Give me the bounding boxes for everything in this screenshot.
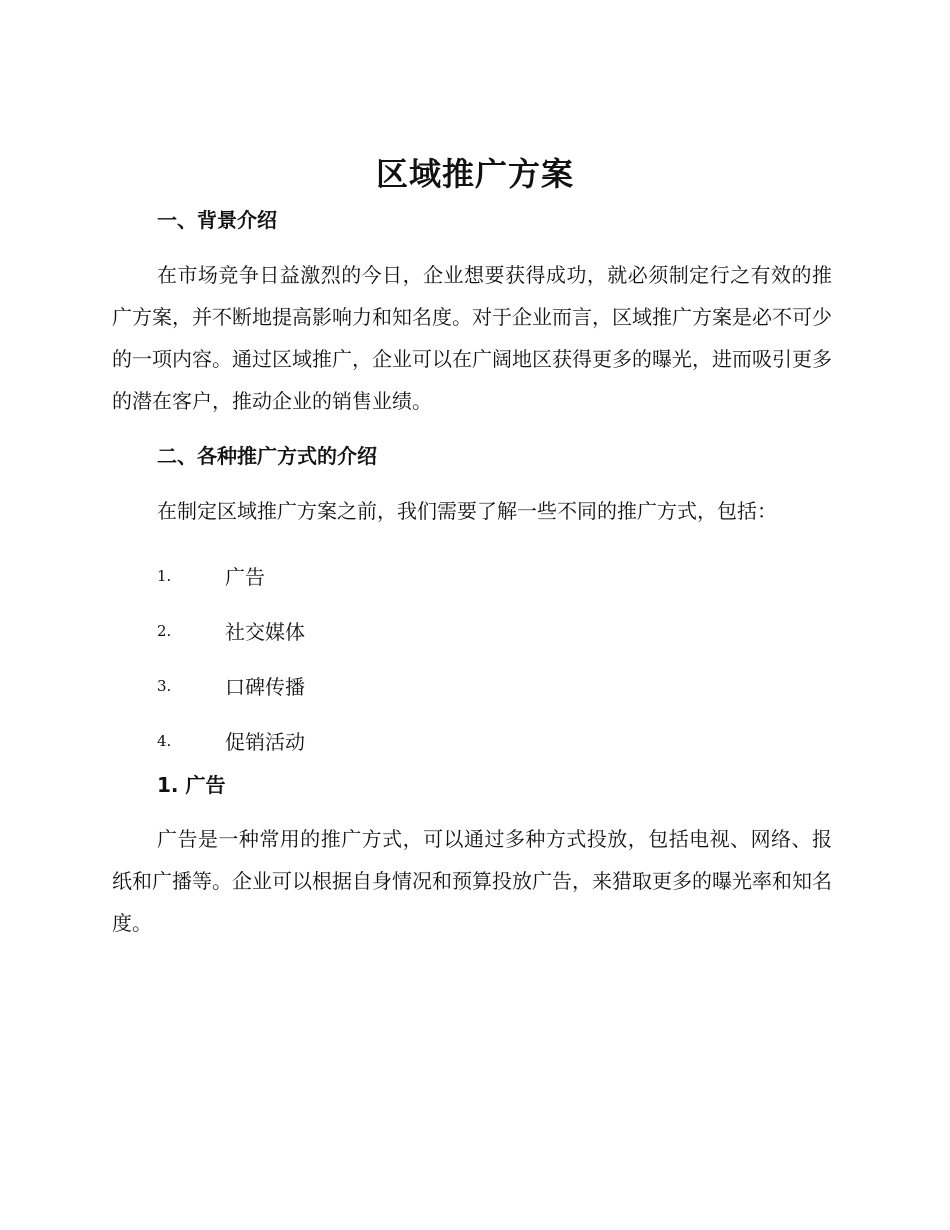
list-item-text: 广告: [225, 565, 265, 589]
methods-intro-paragraph: 在制定区域推广方案之前，我们需要了解一些不同的推广方式，包括：: [157, 499, 777, 523]
list-item-text: 口碑传播: [225, 675, 305, 699]
advertising-paragraph: 广告是一种常用的推广方式，可以通过多种方式投放，包括电视、网络、报纸和广播等。企业可以根据自身情况和预算投放广告，来猎取更多的曝光率和知名度。: [112, 827, 832, 935]
list-item-text: 社交媒体: [225, 620, 305, 644]
list-item: [157, 548, 305, 603]
list-item-text: 促销活动: [225, 730, 305, 754]
list-item: [157, 658, 305, 713]
section-heading-advertising: 1. 广告: [157, 773, 226, 797]
section-heading-background: 一、背景介绍: [157, 208, 277, 232]
section-heading-methods: 二、各种推广方式的介绍: [157, 444, 377, 468]
list-item: [157, 713, 305, 768]
document-title: 区域推广方案: [375, 155, 574, 193]
list-item-number: 2.: [157, 621, 172, 640]
background-paragraph: 在市场竞争日益激烈的今日，企业想要获得成功，就必须制定行之有效的推广方案，并不断地提高影响力和知名度。对于企业而言，区域推广方案是必不可少的一项内容。通过区域推广，企业可以在广阔地区获得更多的曝光，进而吸引更多的潜在客户，推动企业的销售业绩。: [112, 263, 832, 413]
list-item-number: 4.: [157, 731, 172, 750]
list-item-number: 1.: [157, 566, 172, 585]
methods-list: [157, 548, 305, 768]
list-item-number: 3.: [157, 676, 172, 695]
list-item: [157, 603, 305, 658]
